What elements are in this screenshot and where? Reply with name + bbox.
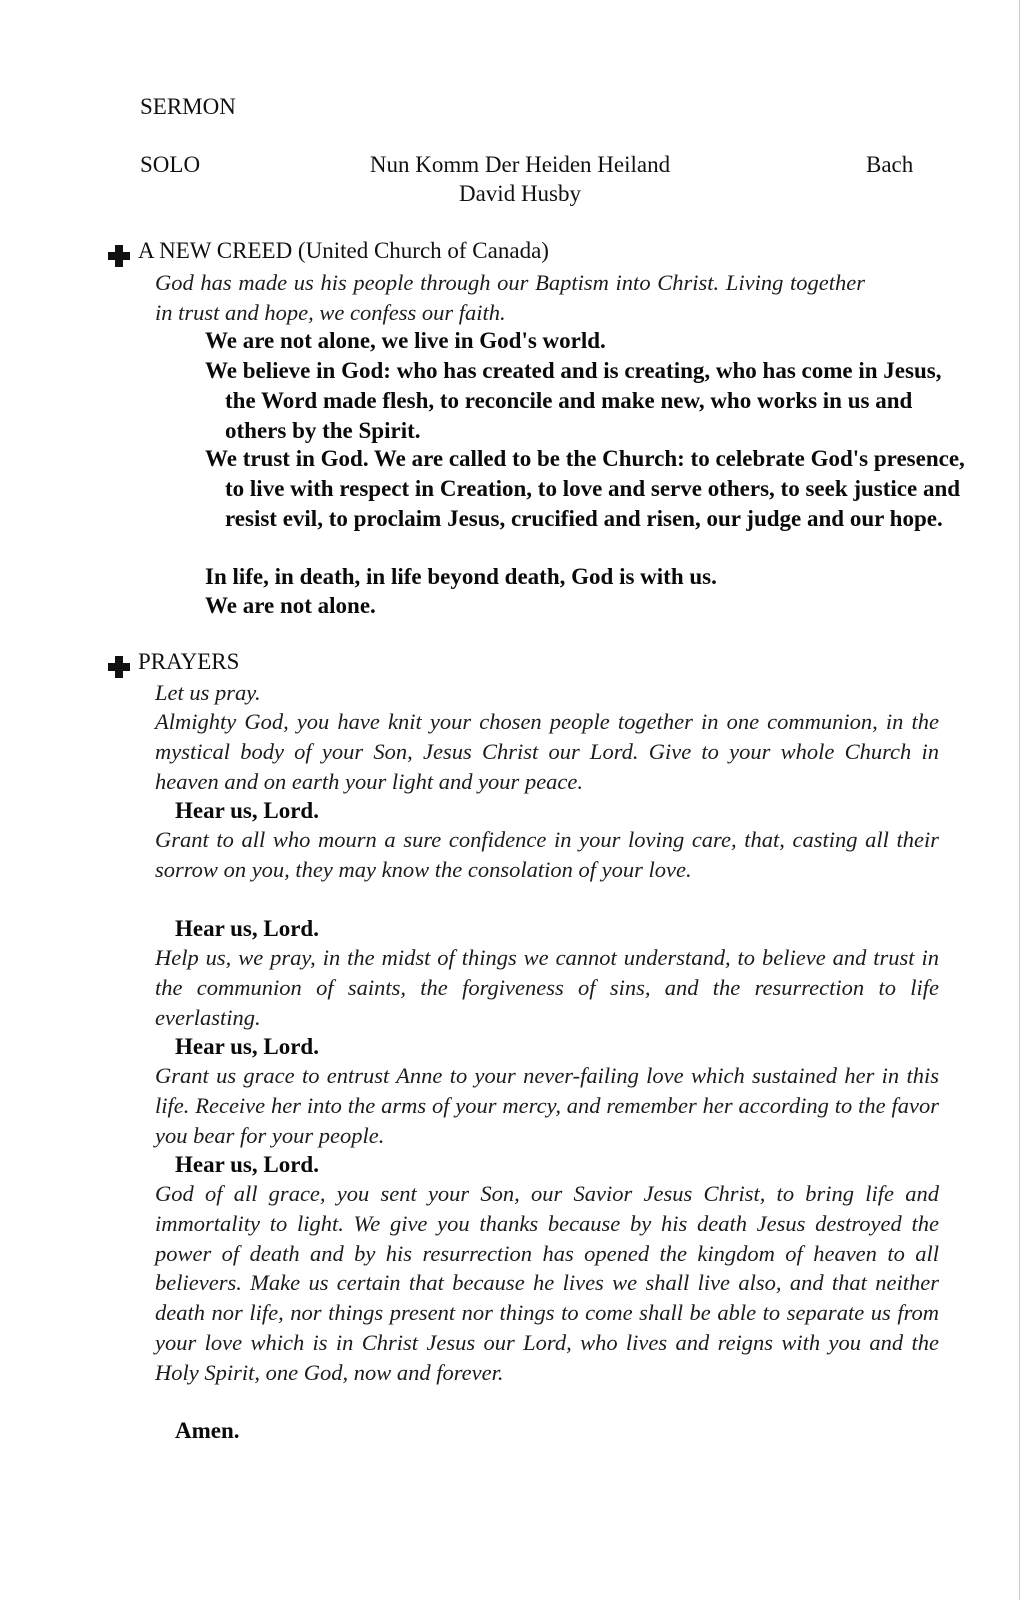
creed-line: We believe in God: who has created and is creating, who has come in Jesus, the Word made flesh, to reconcile and make new, who works in us and others by the Spirit.: [205, 358, 942, 443]
prayers-call: Let us pray.: [155, 680, 261, 705]
prayer-petition: Help us, we pray, in the midst of things we cannot understand, to believe and trust in the communion of saints, the forgiveness of sins, and the resurrection to life everlasting.: [155, 945, 939, 1030]
creed-line: In life, in death, in life beyond death, God is with us.: [205, 564, 717, 589]
solo-label: SOLO: [140, 152, 201, 177]
solo-performer: David Husby: [458, 181, 582, 206]
creed-intro: God has made us his people through our Baptism into Christ. Living together in trust and hope, we confess our faith.: [155, 270, 865, 325]
prayer-response: Hear us, Lord.: [175, 1152, 319, 1177]
prayer-response: Hear us, Lord.: [175, 798, 319, 823]
prayer-petition: God of all grace, you sent your Son, our Savior Jesus Christ, to bring life and immortality to light. We give you thanks because by his death Jesus destroyed the power of death and by his resurrection has opened the kingdom of heaven to all believers. Make us certain that because he lives we shall live also, and that neither death nor life, nor things present nor things to come shall be able to separate us from your love which is in Christ Jesus our Lord, who lives and reigns with you and the Holy Spirit, one God, now and forever.: [155, 1181, 939, 1385]
prayer-petition: Grant us grace to entrust Anne to your never-failing love which sustained her in this life. Receive her into the arms of your mercy, and remember her according to the favor you bear for your people.: [155, 1063, 939, 1148]
creed-line: We are not alone, we live in God's world.: [205, 328, 606, 353]
solo-composer: Bach: [866, 152, 914, 177]
cross-icon: [108, 656, 130, 678]
creed-heading: A NEW CREED (United Church of Canada): [138, 238, 549, 263]
prayer-response: Hear us, Lord.: [175, 916, 319, 941]
cross-icon: [108, 245, 130, 267]
sermon-heading: SERMON: [140, 94, 236, 119]
creed-line: We are not alone.: [205, 593, 376, 618]
solo-title: Nun Komm Der Heiden Heiland: [369, 152, 671, 177]
amen: Amen.: [175, 1418, 240, 1443]
creed-line: We trust in God. We are called to be the Church: to celebrate God's presence, to live with respect in Creation, to love and serve others, to seek justice and resist evil, to proclaim Jesus, crucified and risen, our judge and our hope.: [205, 446, 965, 531]
prayer-petition: Grant to all who mourn a sure confidence in your loving care, that, casting all their sorrow on you, they may know the consolation of your love.: [155, 827, 939, 882]
prayer-response: Hear us, Lord.: [175, 1034, 319, 1059]
prayers-heading: PRAYERS: [138, 649, 240, 674]
prayer-petition: Almighty God, you have knit your chosen people together in one communion, in the mystical body of your Son, Jesus Christ our Lord. Give to your whole Church in heaven and on earth your light and your peace.: [155, 709, 939, 794]
page-edge: [1019, 0, 1020, 1600]
